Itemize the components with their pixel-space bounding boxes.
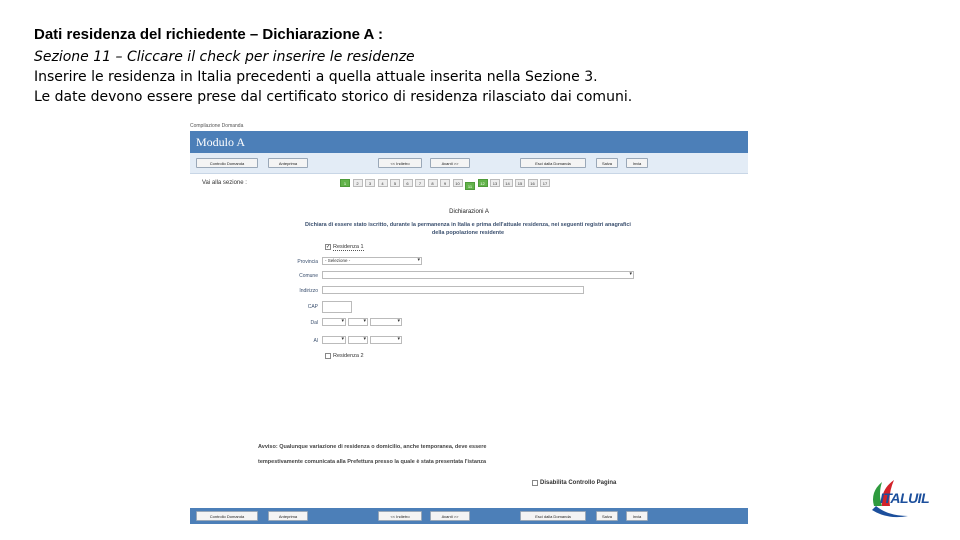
cap-label: CAP	[307, 304, 318, 310]
invia-button[interactable]: Invia	[626, 158, 648, 168]
section-2-button[interactable]: 2	[353, 179, 363, 187]
slide-title: Dati residenza del richiedente – Dichiarazione A :	[34, 26, 383, 43]
section-navigator	[190, 174, 748, 192]
question-line-1: Dichiara di essere stato iscritto, durante la permanenza in Italia e prima dell'attuale residenza, nei seguenti registri anagrafici	[305, 222, 631, 228]
invia-button-bottom[interactable]: Invia	[626, 511, 648, 521]
section-14-button[interactable]: 14	[503, 179, 513, 187]
dal-label: Dal	[310, 320, 318, 326]
section-13-button[interactable]: 13	[490, 179, 500, 187]
residenza-2-checkbox[interactable]	[325, 353, 331, 359]
logo-text: ITALUIL	[880, 490, 930, 506]
disable-control-label: Disabilita Controllo Pagina	[540, 480, 617, 486]
dal-day-select[interactable]	[322, 318, 346, 326]
form-heading: Dichiarazioni A	[449, 209, 489, 215]
salva-button-bottom[interactable]: Salva	[596, 511, 618, 521]
provincia-select[interactable]: - Selezione - ▾	[322, 257, 422, 265]
anteprima-button-bottom[interactable]: Anteprima	[268, 511, 308, 521]
indietro-button-bottom[interactable]: << Indietro	[378, 511, 422, 521]
al-day-select[interactable]	[322, 336, 346, 344]
al-year-select[interactable]	[370, 336, 402, 344]
dal-year-select[interactable]	[370, 318, 402, 326]
section-8-button[interactable]: 8	[428, 179, 438, 187]
esci-domanda-button-bottom[interactable]: Esci dalla Domanda	[520, 511, 586, 521]
section-7-button[interactable]: 7	[415, 179, 425, 187]
comune-select[interactable]	[322, 271, 634, 279]
avanti-button[interactable]: Avanti >>	[430, 158, 470, 168]
indietro-button[interactable]: << Indietro	[378, 158, 422, 168]
italuil-logo	[868, 476, 934, 522]
section-3-button[interactable]: 3	[365, 179, 375, 187]
question-line-2: della popolazione residente	[431, 230, 505, 236]
slide-line-1: Sezione 11 – Cliccare il check per inserire le residenze	[34, 49, 415, 65]
section-1-button[interactable]: 1	[340, 179, 350, 187]
section-12-button[interactable]: 12	[478, 179, 488, 187]
slide-text	[34, 26, 934, 107]
esci-domanda-button[interactable]: Esci dalla Domanda	[520, 158, 586, 168]
slide-line-3: Le date devono essere prese dal certificato storico di residenza rilasciato dai comuni.	[34, 89, 633, 105]
comune-label: Comune	[299, 273, 318, 279]
top-toolbar	[190, 153, 748, 174]
section-9-button[interactable]: 9	[440, 179, 450, 187]
indirizzo-input[interactable]	[322, 286, 584, 294]
dal-month-select[interactable]	[348, 318, 368, 326]
slide-line-2: Inserire le residenza in Italia precedenti a quella attuale inserita nella Sezione 3.	[34, 69, 598, 85]
residenza-2-label: Residenza 2	[333, 353, 364, 359]
section-10-button[interactable]: 10	[453, 179, 463, 187]
residenza-1-label: Residenza 1	[333, 244, 364, 250]
section-6-button[interactable]: 6	[403, 179, 413, 187]
section-5-button[interactable]: 5	[390, 179, 400, 187]
section-4-button[interactable]: 4	[378, 179, 388, 187]
salva-button[interactable]: Salva	[596, 158, 618, 168]
notice-line-2: tempestivamente comunicata alla Prefettura presso la quale è stata presentata l'istanza	[258, 459, 487, 465]
bottom-toolbar	[190, 508, 748, 524]
controllo-domanda-button-bottom[interactable]: Controllo Domanda	[196, 511, 258, 521]
avanti-button-bottom[interactable]: Avanti >>	[430, 511, 470, 521]
controllo-domanda-button[interactable]: Controllo Domanda	[196, 158, 258, 168]
window-title: Modulo A	[190, 131, 748, 153]
al-month-select[interactable]	[348, 336, 368, 344]
disable-control-checkbox[interactable]	[532, 480, 538, 486]
anteprima-button[interactable]: Anteprima	[268, 158, 308, 168]
indirizzo-label: Indirizzo	[299, 288, 318, 294]
provincia-label: Provincia	[297, 259, 318, 265]
go-to-section-label: Vai alla sezione :	[202, 180, 247, 186]
al-label: Al	[313, 338, 318, 344]
section-11-button[interactable]: 11	[465, 182, 475, 190]
section-17-button[interactable]: 17	[540, 179, 550, 187]
modulo-a-screenshot	[190, 122, 748, 526]
section-15-button[interactable]: 15	[515, 179, 525, 187]
breadcrumb: Compilazione Domanda	[190, 123, 244, 129]
notice-line-1: Avviso: Qualunque variazione di residenza o domicilio, anche temporanea, deve essere	[258, 444, 487, 450]
section-16-button[interactable]: 16	[528, 179, 538, 187]
cap-input[interactable]	[322, 301, 352, 313]
residenza-1-checkbox[interactable]: ✓	[326, 244, 331, 250]
